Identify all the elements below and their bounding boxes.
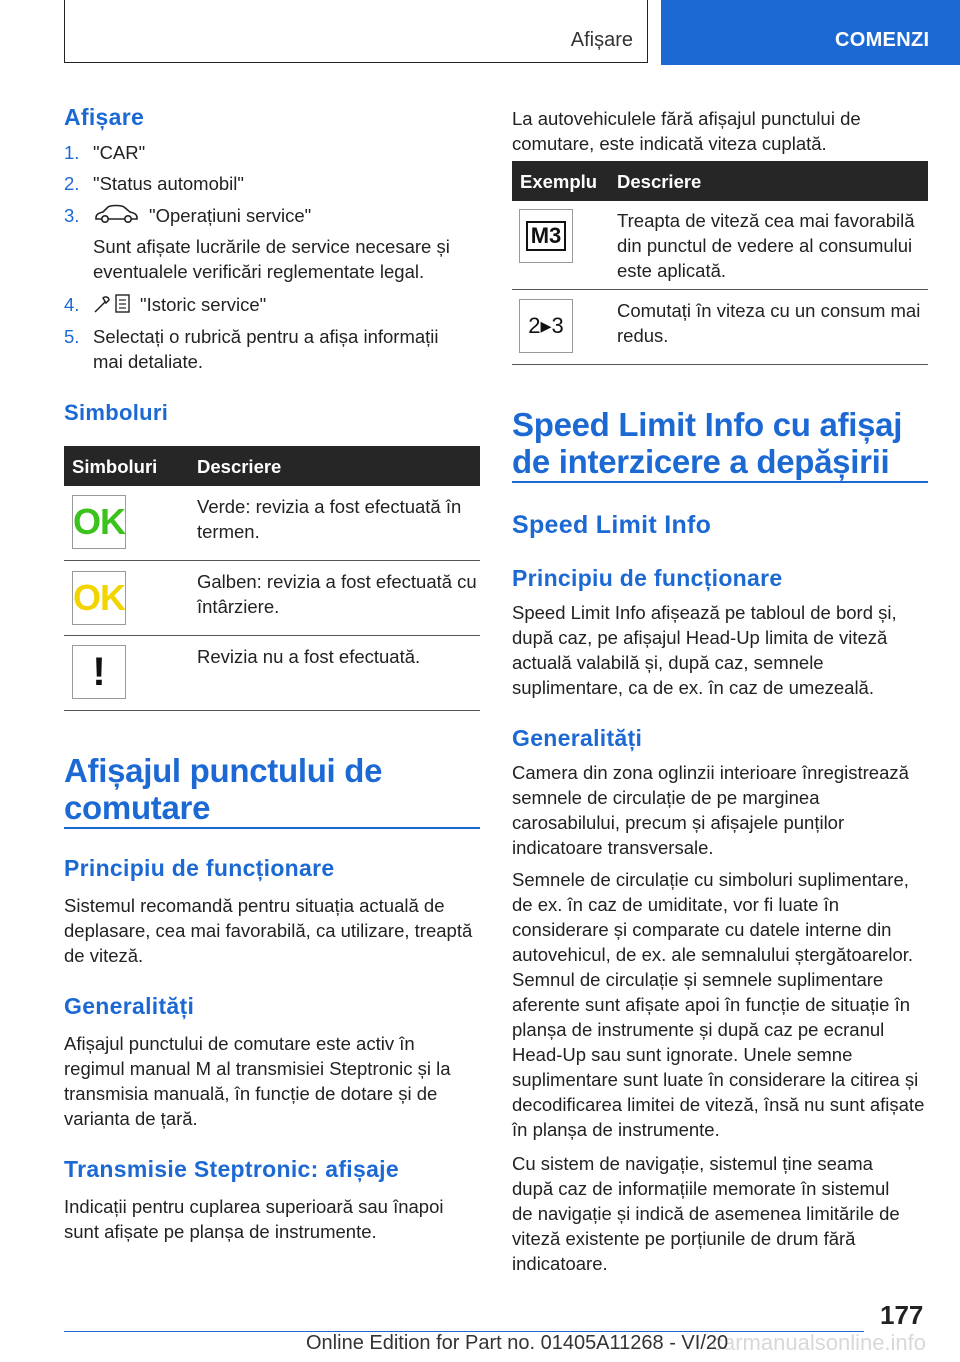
car-service-icon	[93, 203, 139, 231]
row-divider	[512, 289, 928, 290]
table-cell-description: Comutați în viteza cu un consum mai redus.	[617, 300, 921, 346]
service-history-icon	[93, 293, 133, 321]
row-divider	[64, 635, 480, 636]
row-divider	[64, 710, 480, 711]
symbols-table-header	[64, 446, 480, 486]
description-col-header: Descriere	[617, 171, 702, 192]
sli-principle-heading: Principiu de funcționare	[512, 565, 783, 591]
watermark-text: carmanualsonline.info	[712, 1330, 927, 1355]
ok-yellow-icon: OK	[72, 571, 126, 625]
principle-text: Sistemul recomandă pentru situația actuală de deplasare, cea mai favorabilă, ca utilizare, treaptă de viteză.	[64, 895, 473, 966]
steptronic-text: Indicații pentru cuplarea superioară sau înapoi sunt afișate pe planșa de instrumente.	[64, 1196, 444, 1242]
exclamation-icon: !	[72, 645, 126, 699]
sli-principle-text: Speed Limit Info afișează pe tabloul de bord și, după caz, pe afișajul Head-Up limita de viteză actuală valabilă și, după caz, semnele suplimentare, ca de ex. în caz de umezeală.	[512, 602, 897, 698]
list-item-number: 3.	[64, 205, 80, 226]
shift-point-heading: Afișajul punctului de comutare	[64, 752, 383, 826]
table-cell-description: Treapta de viteză cea mai favorabilă din punctul de vedere al consumului este aplicată.	[617, 210, 915, 281]
list-item-text: "CAR"	[93, 142, 146, 163]
sli-general-p1: Camera din zona oglinzii interioare înregistrează semnele de circulație de pe marginea carosabilului, precum și afișajele punților indicatoare transversale.	[512, 762, 909, 858]
heading-rule	[512, 481, 928, 483]
list-item-number: 1.	[64, 142, 80, 163]
display-heading: Afișare	[64, 104, 145, 130]
steptronic-heading: Transmisie Steptronic: afișaje	[64, 1156, 399, 1182]
sli-general-heading: Generalități	[512, 725, 643, 751]
intro-text: La autovehiculele fără afișajul punctului de comutare, este indicată viteza cuplată.	[512, 108, 861, 154]
gear-m3-icon: M3	[519, 209, 573, 263]
table-cell-description: Verde: revizia a fost efectuată în termen.	[197, 496, 462, 542]
example-col-header: Exemplu	[520, 171, 598, 192]
heading-rule	[64, 827, 480, 829]
speed-limit-heading: Speed Limit Info cu afișaj de interzicere a depășirii	[512, 406, 903, 480]
symbols-col-header: Simboluri	[72, 456, 158, 477]
ok-green-icon: OK	[72, 495, 126, 549]
list-item-text: "Istoric service"	[140, 294, 267, 315]
general-text: Afișajul punctului de comutare este activ în regimul manual M al transmisiei Steptronic și la transmisia manuală, în funcție de dotare și de varianta de țară.	[64, 1033, 451, 1129]
list-item-number: 2.	[64, 173, 80, 194]
list-item-subtext: Sunt afișate lucrările de service necesare și eventualele verificări reglementate legal.	[93, 236, 450, 282]
list-item-number: 4.	[64, 294, 80, 315]
row-divider	[64, 560, 480, 561]
header-tab-label: COMENZI	[835, 29, 930, 51]
list-item-text: "Operațiuni service"	[149, 205, 312, 226]
upshift-icon: 2▸3	[519, 299, 573, 353]
symbols-heading: Simboluri	[64, 400, 169, 425]
example-table-header	[512, 161, 928, 201]
row-divider	[512, 364, 928, 365]
table-cell-description: Revizia nu a fost efectuată.	[197, 646, 421, 667]
sli-general-p2: Semnele de circulație cu simboluri suplimentare, de ex. în caz de umiditate, vor fi luate în considerare și comparate cu datele interne din autovehicul, de ex. ale semnalului ștergătoarelor. Semnul de circulație și semnele suplimentare aferente sunt afișate apoi în funcție de situație în planșa de instrumente și după caz pe ecranul Head-Up sau sunt ignorate. Unele semne suplimentare sunt luate în considerare la citirea și decodificarea limitei de viteză, însă nu sunt afișate în planșa de instrumente.	[512, 869, 925, 1140]
sli-sub-heading: Speed Limit Info	[512, 511, 712, 539]
list-item-number: 5.	[64, 326, 80, 347]
header-section-label: Afișare	[570, 29, 633, 51]
header-section-box	[64, 0, 648, 63]
general-heading: Generalități	[64, 993, 195, 1019]
table-cell-description: Galben: revizia a fost efectuată cu întârziere.	[197, 571, 477, 617]
sli-general-p3: Cu sistem de navigație, sistemul ține seama după caz de informațiile memorate în sistemul de navigație și indică de asemenea limitările de viteză existente pe porțiunile de drum fără indicatoare.	[512, 1153, 900, 1274]
list-item-text: Selectați o rubrică pentru a afișa informații mai detaliate.	[93, 326, 439, 372]
header-tab[interactable]	[661, 0, 960, 65]
footer-edition: Online Edition for Part no. 01405A11268 - VI/20	[306, 1332, 729, 1354]
page-number: 177	[880, 1300, 924, 1330]
list-item-text: "Status automobil"	[93, 173, 244, 194]
description-col-header: Descriere	[197, 456, 282, 477]
principle-heading: Principiu de funcționare	[64, 855, 335, 881]
